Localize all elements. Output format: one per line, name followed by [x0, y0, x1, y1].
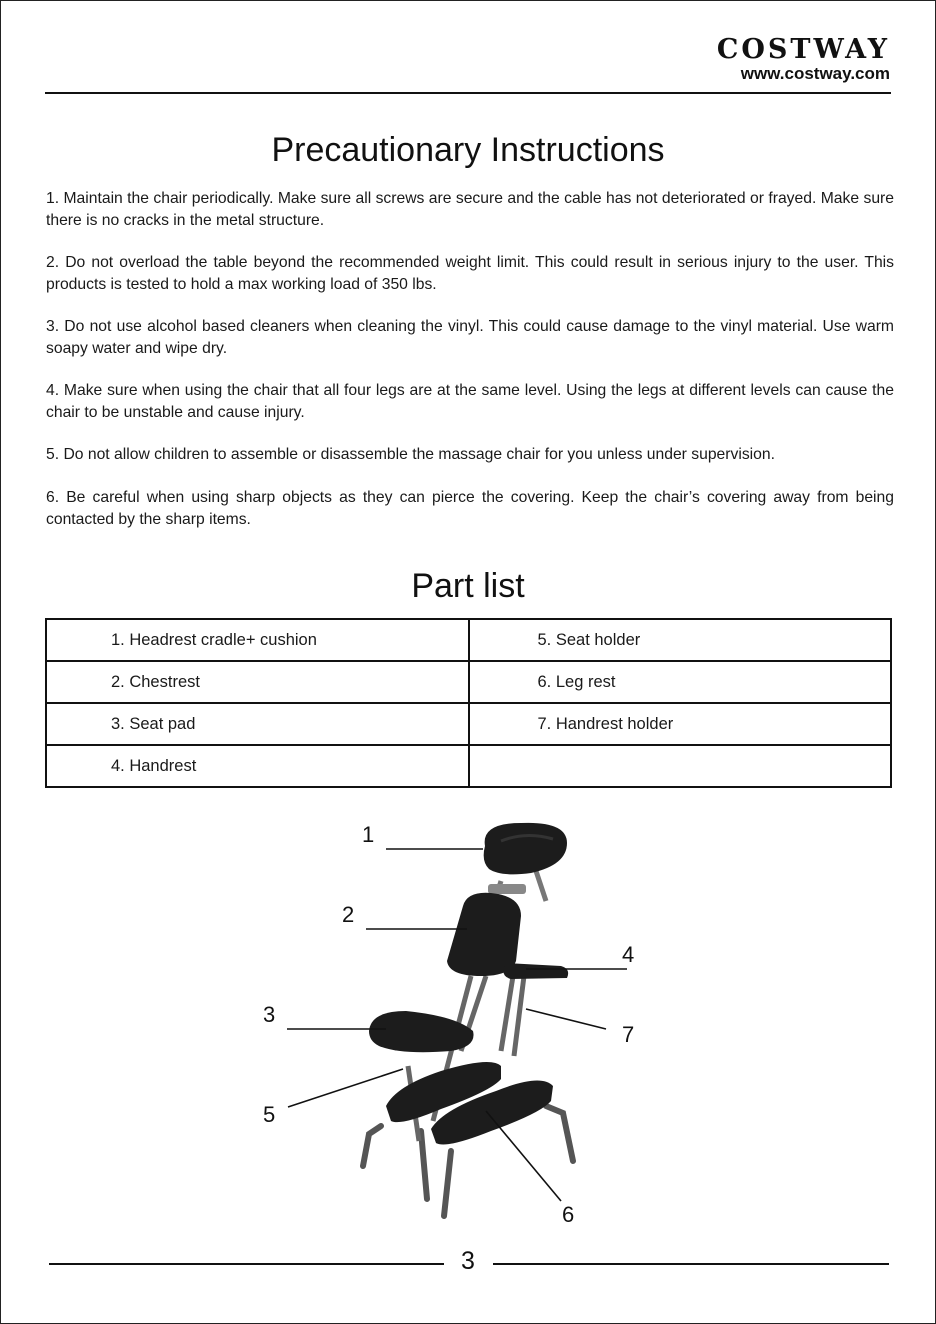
- instruction-4: 4. Make sure when using the chair that all four legs are at the same level. Using the legs at different levels can cause the chair to be unstable and cause injury.: [46, 382, 894, 421]
- callout-label-2: 2: [342, 902, 355, 927]
- instruction-5: 5. Do not allow children to assemble or disassemble the massage chair for you unless under supervision.: [46, 446, 775, 463]
- part-list-title: Part list: [411, 567, 525, 605]
- precautions-title: Precautionary Instructions: [271, 131, 665, 169]
- part-label: 7. Handrest holder: [537, 714, 674, 733]
- callout-line-5: [288, 1069, 403, 1107]
- brand-logo: COSTWAY: [716, 34, 890, 65]
- callout-label-6: 6: [562, 1202, 575, 1227]
- callout-label-4: 4: [622, 942, 635, 967]
- brand-url: www.costway.com: [740, 64, 890, 83]
- part-label: 3. Seat pad: [111, 714, 196, 733]
- instruction-3: 3. Do not use alcohol based cleaners when cleaning the vinyl. This could cause damage to the vinyl material. Use warm soapy water and wipe dry.: [46, 318, 894, 357]
- part-label: 4. Handrest: [111, 756, 197, 775]
- chair-illustration: [363, 823, 573, 1216]
- instruction-6: 6. Be careful when using sharp objects as they can pierce the covering. Keep the chair’s covering away from being contacted by the sharp items.: [46, 489, 894, 528]
- callout-label-5: 5: [263, 1102, 276, 1127]
- callout-label-7: 7: [622, 1022, 635, 1047]
- callout-label-3: 3: [263, 1002, 276, 1027]
- page-number: 3: [461, 1247, 475, 1275]
- part-label: 5. Seat holder: [537, 630, 641, 649]
- callout-line-6: [486, 1111, 561, 1201]
- instruction-1: 1. Maintain the chair periodically. Make sure all screws are secure and the cable has not deteriorated or frayed. Make sure there is no cracks in the metal structure.: [46, 190, 894, 229]
- part-label: 1. Headrest cradle+ cushion: [111, 630, 317, 649]
- instruction-2: 2. Do not overload the table beyond the recommended weight limit. This could result in serious injury to the user. This products is tested to hold a max working load of 350 lbs.: [46, 254, 894, 293]
- part-label: 6. Leg rest: [537, 672, 616, 691]
- footer-rule-right: [493, 1263, 889, 1265]
- massage-chair-diagram: [1, 1, 935, 1323]
- part-label: 2. Chestrest: [111, 672, 200, 691]
- callout-line-7: [526, 1009, 606, 1029]
- callout-label-1: 1: [362, 822, 375, 847]
